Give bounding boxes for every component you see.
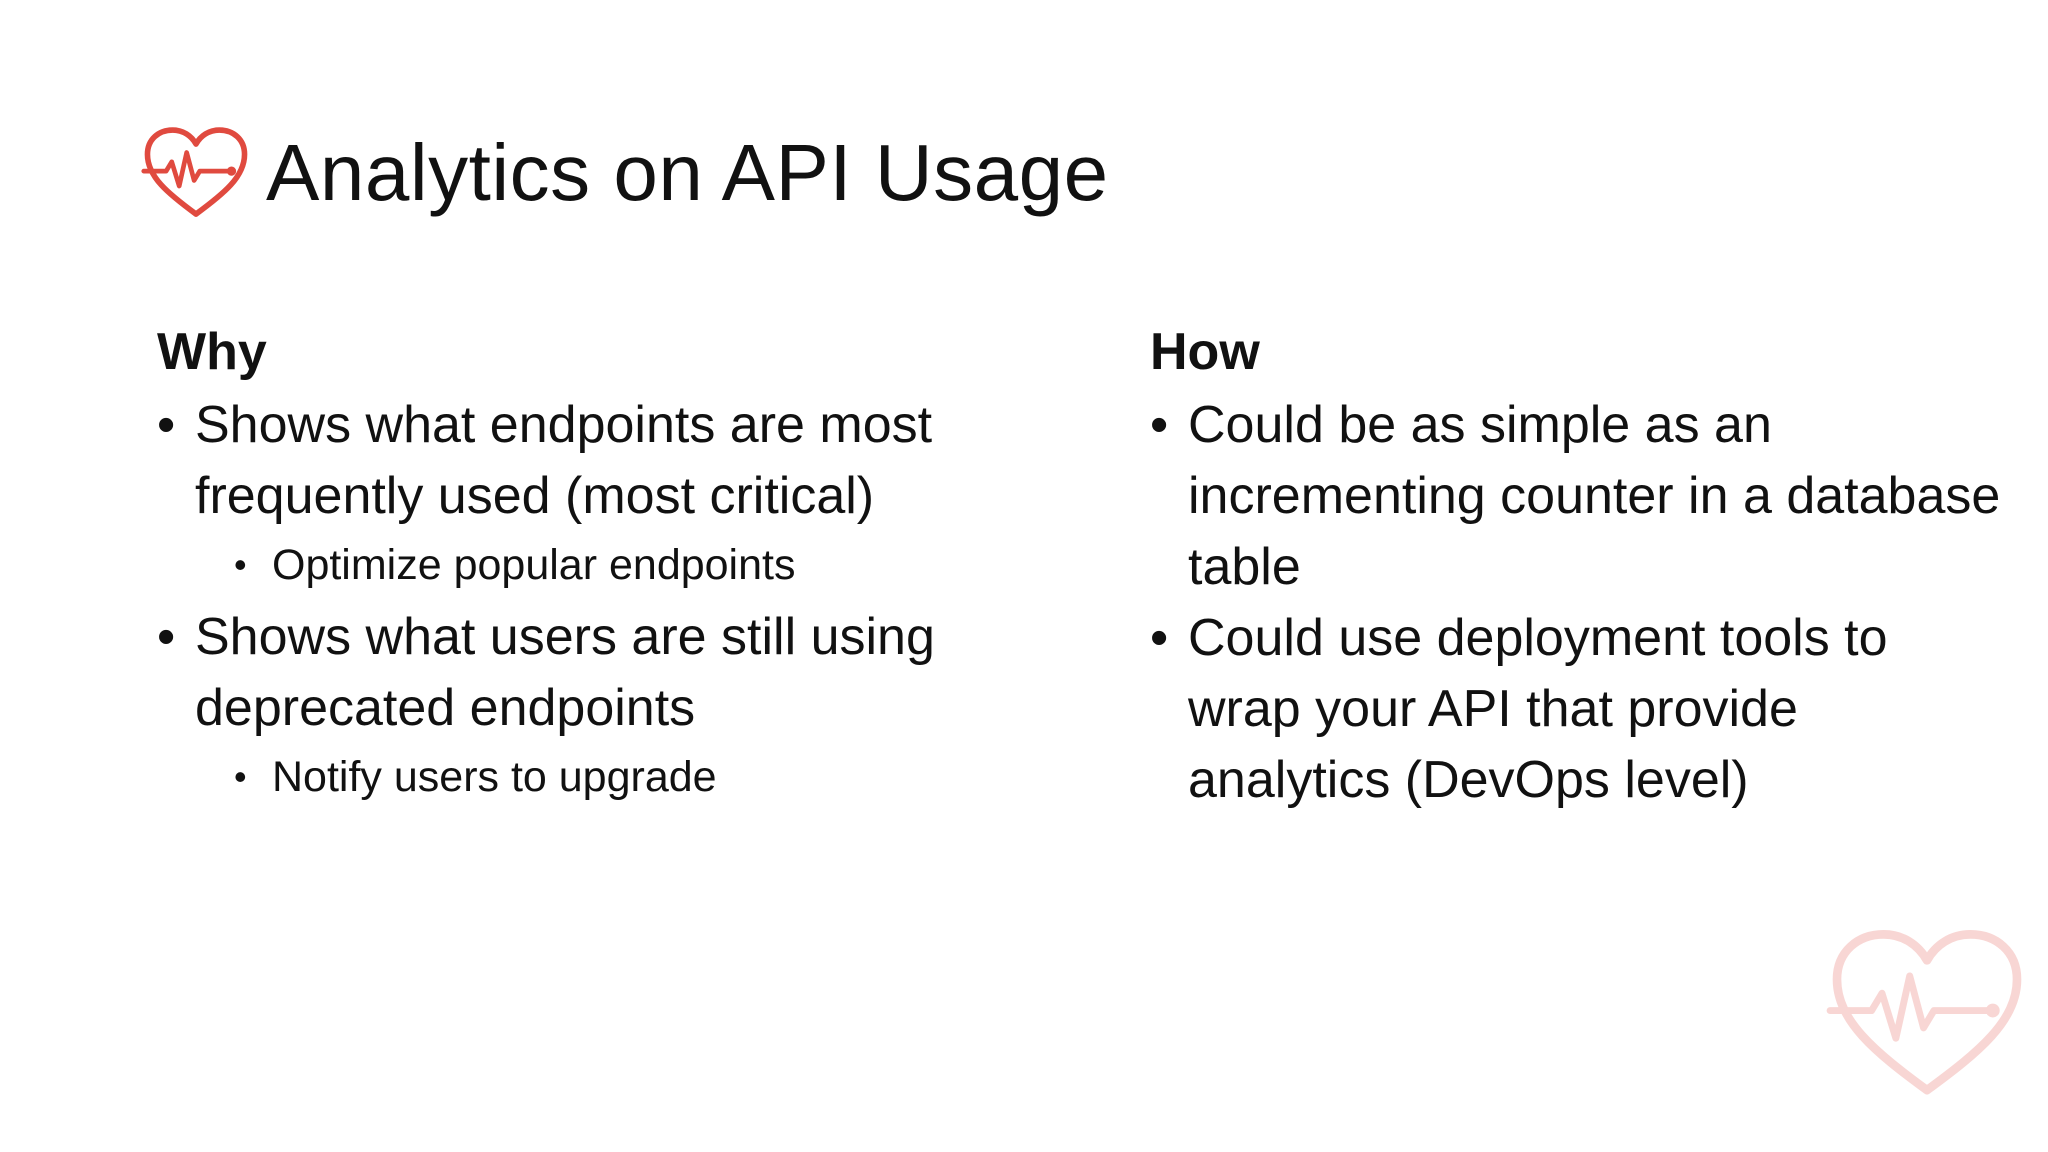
how-bullet: • Could use deployment tools to wrap your API that provide analytics (DevOps level) (1150, 603, 2010, 816)
why-column (157, 318, 1037, 814)
why-heading: Why (157, 323, 267, 381)
heart-pulse-icon (140, 123, 252, 223)
slide-title: Analytics on API Usage (266, 128, 1109, 217)
how-list (1150, 390, 2010, 816)
how-column (1150, 318, 2010, 816)
why-list (157, 390, 1037, 808)
how-bullet: • Could be as simple as an incrementing counter in a database table (1150, 390, 2010, 603)
title-row (140, 118, 1109, 228)
why-bullet: • Shows what endpoints are most frequently used (most critical) (157, 390, 1037, 532)
why-sub-bullet: • Optimize popular endpoints (157, 534, 1037, 596)
how-heading: How (1150, 323, 1260, 381)
why-bullet: • Shows what users are still using deprecated endpoints (157, 602, 1037, 744)
heart-pulse-watermark-icon (1822, 924, 2032, 1104)
why-sub-bullet: • Notify users to upgrade (157, 746, 1037, 808)
